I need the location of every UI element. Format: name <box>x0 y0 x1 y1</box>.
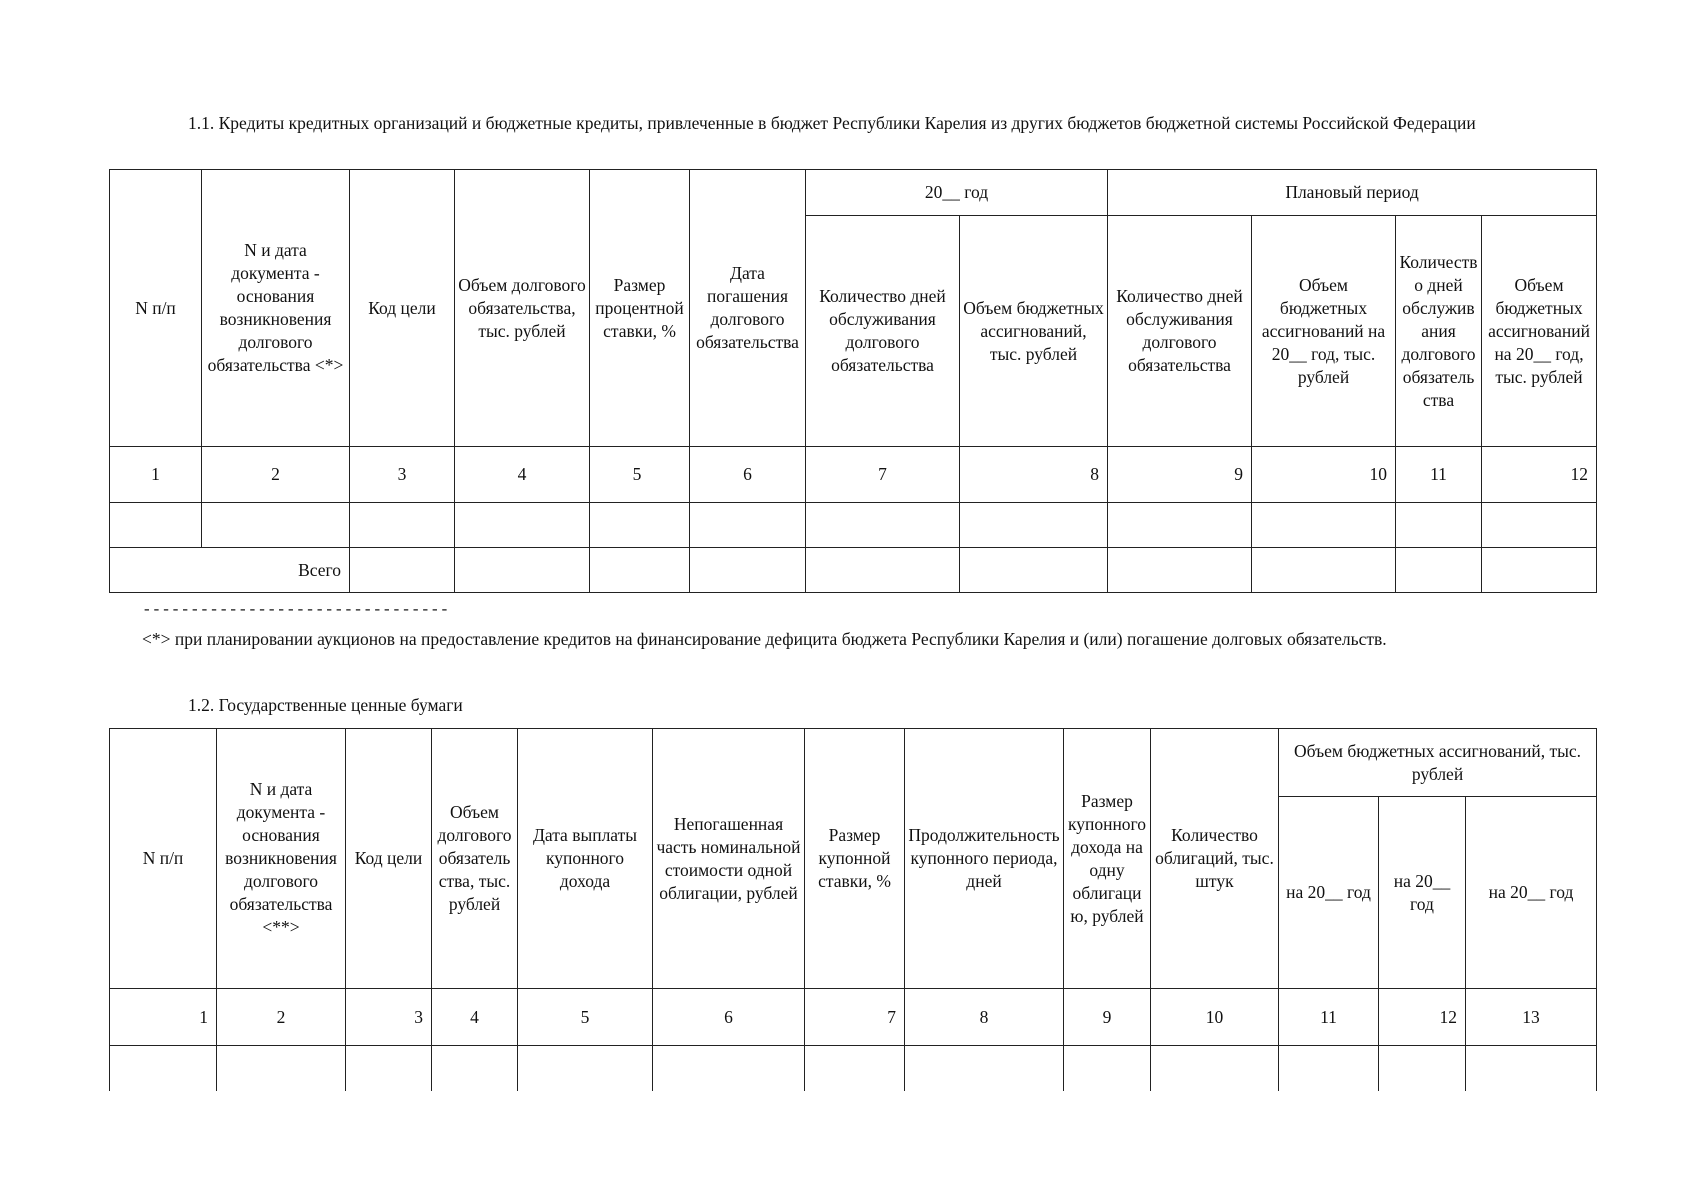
empty-cell[interactable] <box>1466 1046 1597 1091</box>
column-number: 10 <box>1151 989 1279 1046</box>
empty-cell[interactable] <box>202 503 350 548</box>
empty-cell[interactable] <box>1151 1046 1279 1091</box>
empty-cell[interactable] <box>1108 548 1252 593</box>
header-year-2: на 20__ год <box>1379 797 1466 989</box>
credits-table <box>109 169 1597 593</box>
empty-cell[interactable] <box>1379 1046 1466 1091</box>
column-number: 11 <box>1279 989 1379 1046</box>
empty-cell[interactable] <box>1252 503 1396 548</box>
empty-cell[interactable] <box>1252 548 1396 593</box>
column-number: 13 <box>1466 989 1597 1046</box>
empty-cell[interactable] <box>1482 503 1597 548</box>
empty-cell[interactable] <box>653 1046 805 1091</box>
column-number: 7 <box>806 447 960 503</box>
empty-cell[interactable] <box>346 1046 432 1091</box>
header-coupon-income: Размер купонного дохода на одну облигацию, рублей <box>1064 729 1151 989</box>
header-allocations-plan-1: Объем бюджетных ассигнований на 20__ год, тыс. рублей <box>1252 216 1396 447</box>
securities-table <box>109 728 1597 1091</box>
header-bond-count: Количество облигаций, тыс. штук <box>1151 729 1279 989</box>
table-row <box>110 503 1597 548</box>
column-numbers-row <box>110 447 1597 503</box>
empty-cell[interactable] <box>805 1046 905 1091</box>
empty-cell[interactable] <box>350 503 455 548</box>
empty-cell[interactable] <box>690 548 806 593</box>
empty-cell[interactable] <box>690 503 806 548</box>
empty-cell[interactable] <box>1396 503 1482 548</box>
column-number: 1 <box>110 989 217 1046</box>
column-number: 2 <box>202 447 350 503</box>
column-number: 9 <box>1108 447 1252 503</box>
empty-cell[interactable] <box>110 503 202 548</box>
empty-cell[interactable] <box>960 548 1108 593</box>
header-interest-rate: Размер процентной ставки, % <box>590 170 690 447</box>
header-document: N и дата документа - основания возникновения долгового обязательства <*> <box>202 170 350 447</box>
column-number: 6 <box>653 989 805 1046</box>
header-year-3: на 20__ год <box>1466 797 1597 989</box>
column-number: 6 <box>690 447 806 503</box>
column-number: 4 <box>455 447 590 503</box>
column-number: 10 <box>1252 447 1396 503</box>
empty-cell[interactable] <box>590 548 690 593</box>
column-number: 8 <box>960 447 1108 503</box>
empty-cell[interactable] <box>455 503 590 548</box>
column-number: 9 <box>1064 989 1151 1046</box>
empty-cell[interactable] <box>1482 548 1597 593</box>
header-group-planned-period: Плановый период <box>1108 170 1597 216</box>
column-number: 1 <box>110 447 202 503</box>
footnote-text: <*> при планировании аукционов на предоставление кредитов на финансирование дефицита бюджета Республики Карелия и (или) погашение долговых обязательств. <box>142 629 1387 649</box>
header-goal-code: Код цели <box>346 729 432 989</box>
empty-cell[interactable] <box>960 503 1108 548</box>
header-year-1: на 20__ год <box>1279 797 1379 989</box>
empty-cell[interactable] <box>905 1046 1064 1091</box>
section-1-2-title: 1.2. Государственные ценные бумаги <box>188 695 463 715</box>
header-repayment-date: Дата погашения долгового обязательства <box>690 170 806 447</box>
header-days-plan-1: Количество дней обслуживания долгового обязательства <box>1108 216 1252 447</box>
header-number: N п/п <box>110 729 217 989</box>
header-coupon-rate: Размер купонной ставки, % <box>805 729 905 989</box>
column-numbers-row <box>110 989 1597 1046</box>
empty-cell[interactable] <box>217 1046 346 1091</box>
header-document: N и дата документа - основания возникновения долгового обязательства <**> <box>217 729 346 989</box>
header-number: N п/п <box>110 170 202 447</box>
column-number: 3 <box>350 447 455 503</box>
empty-cell[interactable] <box>110 1046 217 1091</box>
empty-cell[interactable] <box>590 503 690 548</box>
header-debt-volume: Объем долгового обязательства, тыс. рублей <box>455 170 590 447</box>
column-number: 12 <box>1482 447 1597 503</box>
header-coupon-date: Дата выплаты купонного дохода <box>518 729 653 989</box>
header-allocations-plan-2: Объем бюджетных ассигнований на 20__ год, тыс. рублей <box>1482 216 1597 447</box>
empty-cell[interactable] <box>806 548 960 593</box>
header-days-year: Количество дней обслуживания долгового обязательства <box>806 216 960 447</box>
table-row <box>110 1046 1597 1091</box>
total-label: Всего <box>110 548 350 593</box>
empty-cell[interactable] <box>455 548 590 593</box>
empty-cell[interactable] <box>1279 1046 1379 1091</box>
empty-cell[interactable] <box>1108 503 1252 548</box>
empty-cell[interactable] <box>806 503 960 548</box>
footnote-separator: -------------------------------- <box>142 601 450 619</box>
column-number: 4 <box>432 989 518 1046</box>
column-number: 8 <box>905 989 1064 1046</box>
column-number: 2 <box>217 989 346 1046</box>
header-debt-volume: Объем долгового обязательства, тыс. рублей <box>432 729 518 989</box>
header-coupon-period: Продолжительность купонного периода, дней <box>905 729 1064 989</box>
header-group-year: 20__ год <box>806 170 1108 216</box>
empty-cell[interactable] <box>350 548 455 593</box>
header-nominal-value: Непогашенная часть номинальной стоимости одной облигации, рублей <box>653 729 805 989</box>
empty-cell[interactable] <box>1064 1046 1151 1091</box>
column-number: 11 <box>1396 447 1482 503</box>
section-1-1-title: 1.1. Кредиты кредитных организаций и бюджетные кредиты, привлеченные в бюджет Республики Карелия из других бюджетов бюджетной системы Российской Федерации <box>188 113 1476 133</box>
header-goal-code: Код цели <box>350 170 455 447</box>
header-days-plan-2: Количество дней обслуживания долгового обязательства <box>1396 216 1482 447</box>
column-number: 3 <box>346 989 432 1046</box>
empty-cell[interactable] <box>432 1046 518 1091</box>
empty-cell[interactable] <box>518 1046 653 1091</box>
total-row <box>110 548 1597 593</box>
header-allocations-year: Объем бюджетных ассигнований, тыс. рублей <box>960 216 1108 447</box>
column-number: 5 <box>590 447 690 503</box>
column-number: 5 <box>518 989 653 1046</box>
empty-cell[interactable] <box>1396 548 1482 593</box>
column-number: 7 <box>805 989 905 1046</box>
header-group-allocations: Объем бюджетных ассигнований, тыс. рублей <box>1279 729 1597 797</box>
column-number: 12 <box>1379 989 1466 1046</box>
